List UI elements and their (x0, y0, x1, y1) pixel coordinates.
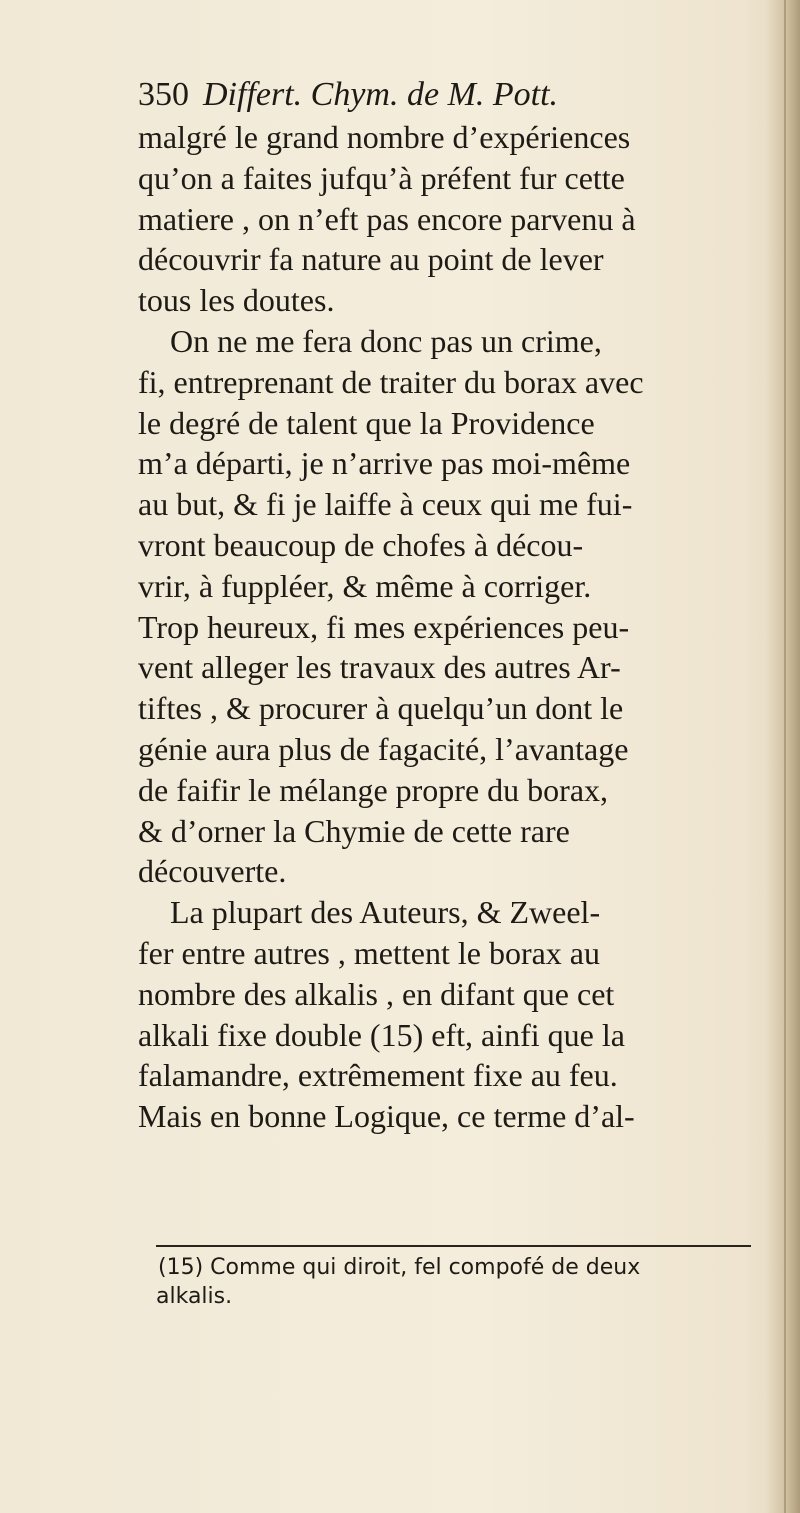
footnote-rule (156, 1245, 751, 1247)
text-line: alkali fixe double (15) eft, ainfi que la (138, 1016, 625, 1053)
page-number: 350 (138, 76, 189, 113)
text-line: tiftes , & procurer à quelqu’un dont le (138, 690, 624, 727)
text-line: vrir, à fuppléer, & même à corriger. (138, 567, 592, 604)
text-line: fer entre autres , mettent le borax au (138, 934, 600, 971)
text-line: On ne me fera donc pas un crime, (138, 322, 602, 359)
text-line: m’a départi, je n’arrive pas moi-même (138, 445, 631, 482)
text-line: Mais en bonne Logique, ce terme d’al- (138, 1098, 635, 1135)
footnote-line: (15) Comme qui diroit, fel compofé de deux (158, 1255, 641, 1280)
page-edge-line (784, 0, 786, 1513)
text-line: malgré le grand nombre d’expériences (138, 119, 631, 155)
text-line: tous les doutes. (138, 282, 335, 319)
text-line: nombre des alkalis , en difant que cet (138, 975, 615, 1012)
footnote-line: alkalis. (156, 1284, 233, 1309)
text-line: falamandre, extrêmement fixe au feu. (138, 1057, 618, 1094)
text-line: vront beaucoup de chofes à décou- (138, 526, 584, 563)
running-header (138, 72, 698, 118)
footnote (158, 1253, 758, 1311)
page-edge-shadow (766, 0, 800, 1513)
running-title: Differt. Chym. de M. Pott. (203, 76, 559, 113)
text-line: découvrir fa nature au point de lever (138, 241, 604, 278)
text-line: découverte. (138, 853, 287, 890)
text-line: vent alleger les travaux des autres Ar- (138, 649, 621, 686)
text-line: fi, entreprenant de traiter du borax avec (138, 363, 644, 400)
text-line: La plupart des Auteurs, & Zweel- (138, 894, 601, 931)
text-line: & d’orner la Chymie de cette rare (138, 812, 570, 849)
text-line: de faifir le mélange propre du borax, (138, 771, 609, 808)
text-line: génie aura plus de fagacité, l’avantage (138, 730, 629, 767)
text-line: le degré de talent que la Providence (138, 404, 595, 441)
text-line: Trop heureux, fi mes expériences peu- (138, 608, 630, 645)
text-line: qu’on a faites jufqu’à préfent fur cette (138, 159, 625, 196)
text-line: matiere , on n’eft pas encore parvenu à (138, 200, 636, 237)
text-line: au but, & fi je laiffe à ceux qui me fui- (138, 486, 633, 523)
body-text (138, 117, 758, 1137)
